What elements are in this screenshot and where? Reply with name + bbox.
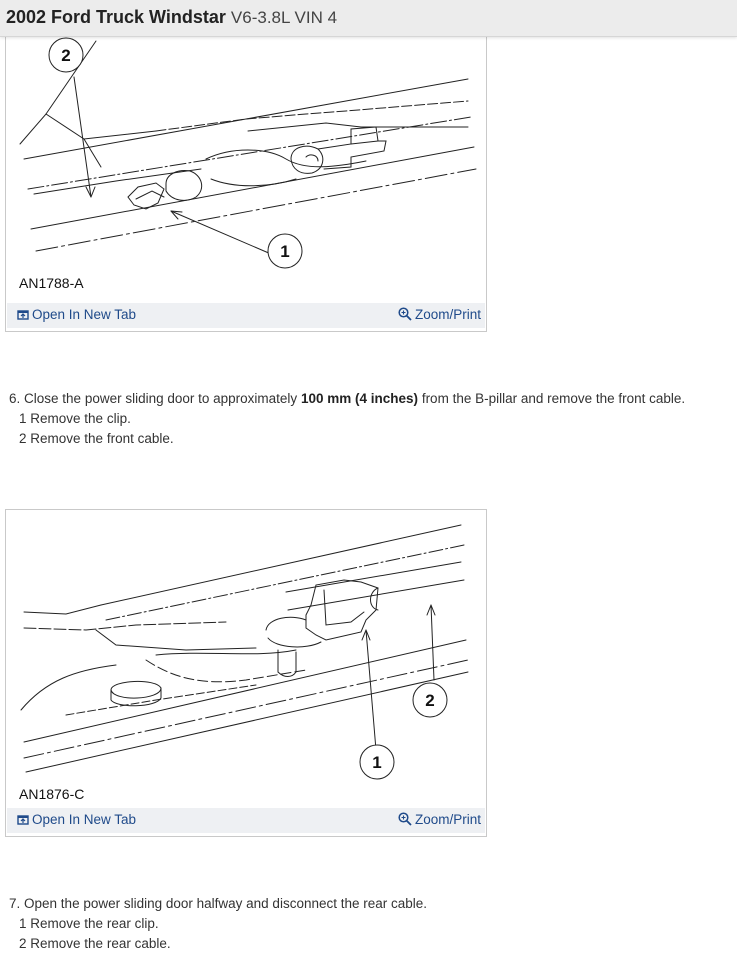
- open-new-tab-icon: [17, 309, 29, 321]
- figure-toolbar: [7, 808, 485, 833]
- vehicle-title: 2002 Ford Truck Windstar: [6, 7, 226, 27]
- zoom-print-label: Zoom/Print: [414, 812, 481, 827]
- zoom-print-link[interactable]: [398, 812, 481, 827]
- step-7-text: [9, 894, 427, 914]
- open-in-new-tab-link[interactable]: [17, 307, 136, 322]
- step-7-number: 7.: [9, 896, 21, 911]
- step-6-substep-2: [9, 429, 685, 449]
- open-in-new-tab-link[interactable]: [17, 812, 136, 827]
- substep-text: Remove the rear clip.: [30, 916, 159, 931]
- zoom-icon: [398, 812, 412, 826]
- figure-caption: AN1876-C: [19, 786, 85, 802]
- cable-clip-illustration-1: [6, 19, 486, 299]
- substep-number: 2: [19, 936, 27, 951]
- step-6-text: [9, 389, 685, 409]
- substep-text: Remove the clip.: [30, 411, 131, 426]
- step-7-substep-1: [9, 914, 427, 934]
- step-7-substep-2: [9, 934, 427, 954]
- page-title: [6, 7, 337, 28]
- step-6-substep-1: [9, 409, 685, 429]
- callout-1: 1: [372, 753, 382, 772]
- step-6-number: 6.: [9, 391, 21, 406]
- substep-number: 2: [19, 431, 27, 446]
- step-6-measurement-inches: (4 inches): [355, 391, 419, 406]
- figure-an1876: [5, 509, 487, 837]
- open-new-tab-icon: [17, 814, 29, 826]
- callout-2: 2: [425, 691, 435, 710]
- step-6-text-after: from the B-pillar and remove the front cable.: [421, 391, 686, 406]
- step-6-text-before: Close the power sliding door to approximately: [24, 391, 298, 406]
- zoom-print-label: Zoom/Print: [414, 307, 481, 322]
- engine-subtitle: V6-3.8L VIN 4: [230, 8, 338, 27]
- substep-text: Remove the front cable.: [30, 431, 174, 446]
- substep-number: 1: [19, 916, 27, 931]
- zoom-print-link[interactable]: [398, 307, 481, 322]
- figure-toolbar: [7, 303, 485, 328]
- substep-text: Remove the rear cable.: [30, 936, 171, 951]
- figure-an1788: [5, 18, 487, 332]
- callout-2: 2: [61, 46, 71, 65]
- callout-1: 1: [280, 242, 290, 261]
- step-6-measurement: 100 mm: [300, 391, 352, 406]
- step-6: [9, 389, 685, 449]
- cable-clip-illustration-2: [6, 510, 486, 806]
- zoom-icon: [398, 307, 412, 321]
- step-7-body: Open the power sliding door halfway and disconnect the rear cable.: [24, 896, 428, 911]
- page-header: [0, 0, 737, 37]
- open-in-new-tab-label: Open In New Tab: [32, 307, 137, 322]
- substep-number: 1: [19, 411, 27, 426]
- figure-caption: AN1788-A: [19, 275, 84, 291]
- step-7: [9, 894, 427, 954]
- open-in-new-tab-label: Open In New Tab: [32, 812, 137, 827]
